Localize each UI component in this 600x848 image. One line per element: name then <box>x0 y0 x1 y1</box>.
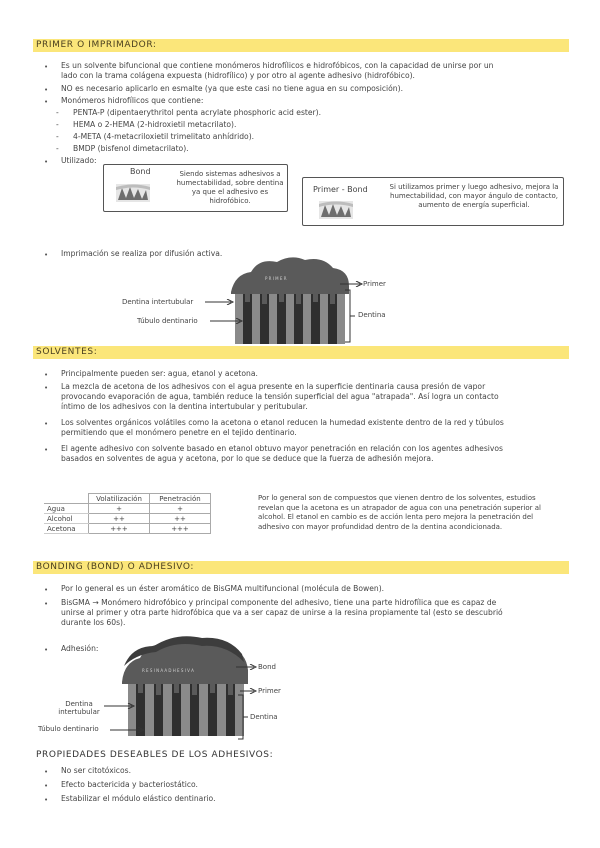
table-cell: Alcohol <box>44 514 89 524</box>
solventes-line-3: provocando evaporación de agua, también reduce la tensión superficial del agua "atrapada". Así logra un contacto <box>61 392 499 401</box>
bullet: • <box>44 371 49 379</box>
property-item-1: No ser citotóxicos. <box>61 766 131 775</box>
uses-label: Utilizado: <box>61 156 97 165</box>
bonding-line-4: durante los 60s). <box>61 618 126 627</box>
bond-dentin-diagram <box>116 632 256 736</box>
solventes-line-6: permitiendo que el monómero penetre en el tejido dentinario. <box>61 428 297 437</box>
diffusion-line: Imprimación se realiza por difusión activa. <box>61 249 223 258</box>
arrow-icon <box>236 664 258 670</box>
monomer-3: 4-META (4-metacriloxietil trimelitato anhídrido). <box>73 132 255 141</box>
diagram1-primer-label: Primer <box>363 280 386 288</box>
section-header-primer <box>33 39 569 52</box>
bullet: • <box>44 646 49 654</box>
primer-line-3: NO es necesario aplicarlo en esmalte (ya que este casi no tiene agua en su composición). <box>61 84 403 93</box>
bonding-line-5: Adhesión: <box>61 644 99 653</box>
table-cell: ++ <box>89 514 150 524</box>
monomer-2: HEMA o 2-HEMA (2-hidroxietil metacrilato). <box>73 120 237 129</box>
solventes-line-4: íntimo de los adhesivos con la dentina intertubular y peritubular. <box>61 402 308 411</box>
svg-text:P R I M E R: P R I M E R <box>265 276 287 281</box>
box-primer-bond-title: Primer - Bond <box>313 185 368 194</box>
bullet: • <box>44 251 49 259</box>
dash: - <box>56 144 59 153</box>
bullet: • <box>44 586 49 594</box>
box-primer-bond-text: Si utilizamos primer y luego adhesivo, mejora la humectabilidad, con mayor ángulo de contacto, aumento de energía superficial. <box>389 183 559 209</box>
bullet: • <box>44 600 49 608</box>
tooth-surface-icon <box>116 184 150 202</box>
bonding-line-3: unirse al primer y otra parte hidrofóbica que va a ser capaz de unirse a la resina propiamente tal (esto se descubrió <box>61 608 503 617</box>
table-cell: Acetona <box>44 524 89 534</box>
solventes-title: SOLVENTES: <box>36 347 98 357</box>
bullet: • <box>44 446 49 454</box>
section-header-solventes <box>33 346 569 359</box>
diagram1-dentina-label: Dentina <box>358 311 386 319</box>
solventes-line-2: La mezcla de acetona de los adhesivos con el agua presente en la superficie dentinaria causa presión de vapor <box>61 382 486 391</box>
primer-line-4: Monómeros hidrofílicos que contiene: <box>61 96 204 105</box>
table-cell: ++ <box>150 514 211 524</box>
primer-line-2: lado con la trama colágena expuesta (hidrofílico) y por otro al agente adhesivo (hidrofóbico). <box>61 71 415 80</box>
svg-text:R E S I N A A D H E S I V A: R E S I N A A D H E S I V A <box>142 668 194 673</box>
solvent-table <box>44 493 211 534</box>
bullet: • <box>44 384 49 392</box>
box-bond <box>103 164 288 212</box>
solventes-line-1: Principalmente pueden ser: agua, etanol y acetona. <box>61 369 258 378</box>
bullet: • <box>44 63 49 71</box>
dash: - <box>56 108 59 117</box>
table-cell: Agua <box>44 504 89 514</box>
arrow-icon <box>210 318 244 324</box>
table-row <box>44 524 211 534</box>
bonding-line-1: Por lo general es un éster aromático de BisGMA multifuncional (molécula de Bowen). <box>61 584 385 593</box>
bonding-line-2: BisGMA → Monómero hidrofóbico y principal componente del adhesivo, tiene una parte hidrofílica que es capaz de <box>61 598 497 607</box>
box-bond-text: Siendo sistemas adhesivos a humectabilidad, sobre dentina ya que el adhesivo es hidrofóbico. <box>176 170 284 205</box>
solventes-line-8: basados en solventes de agua y acetona, por lo que se deduce que la fuerza de adhesión mejora. <box>61 454 434 463</box>
bullet: • <box>44 796 49 804</box>
table-row <box>44 514 211 524</box>
dentina-bracket <box>237 694 249 740</box>
box-bond-title: Bond <box>130 167 151 176</box>
table-row <box>44 494 211 504</box>
section-header-bonding <box>33 561 569 574</box>
bullet: • <box>44 782 49 790</box>
solventes-line-5: Los solventes orgánicos volátiles como la acetona o etanol reducen la humedad existente dentro de la red y túbulos <box>61 418 504 427</box>
table-cell: + <box>89 504 150 514</box>
box-primer-bond <box>302 177 564 226</box>
dash: - <box>56 120 59 129</box>
table-cell: +++ <box>150 524 211 534</box>
solventes-line-7: El agente adhesivo con solvente basado en etanol obtuvo mayor penetración en relación con los agentes adhesivos <box>61 444 504 453</box>
monomer-1: PENTA-P (dipentaerythritol penta acrylate phosphoric acid ester). <box>73 108 322 117</box>
table-cell <box>44 494 89 504</box>
table-header: Volatilización <box>89 494 150 504</box>
table-row <box>44 504 211 514</box>
diagram2-intertubular-label: Dentina intertubular <box>58 700 100 716</box>
solvent-side-note: Por lo general son de compuestos que vienen dentro de los solventes, estudios revelan que la acetona es un atrapador de agua con una penetración superior al alcohol. El etanol en cambio es de acción lenta pero mejora la penetración del adhesivo con mayor profundidad dentro de la dentina acondicionada. <box>258 494 541 531</box>
bonding-title: BONDING (BOND) O ADHESIVO: <box>36 562 195 572</box>
arrow-icon <box>104 703 136 709</box>
table-cell: + <box>150 504 211 514</box>
bullet: • <box>44 86 49 94</box>
dentina-bracket <box>344 289 356 343</box>
diagram1-intertubular-label: Dentina intertubular <box>122 298 194 306</box>
property-item-2: Efecto bactericida y bacteriostático. <box>61 780 198 789</box>
bullet: • <box>44 98 49 106</box>
diagram1-tubule-label: Túbulo dentinario <box>137 317 198 325</box>
diagram2-primer-label: Primer <box>258 687 281 695</box>
bullet: • <box>44 420 49 428</box>
table-cell: +++ <box>89 524 150 534</box>
arrow-icon <box>205 299 235 305</box>
diagram2-bond-label: Bond <box>258 663 276 671</box>
arrow-icon <box>340 281 364 287</box>
primer-title: PRIMER O IMPRIMADOR: <box>36 40 157 50</box>
arrow-icon <box>110 727 146 733</box>
diagram2-tubule-label: Túbulo dentinario <box>38 725 99 733</box>
property-item-3: Estabilizar el módulo elástico dentinario. <box>61 794 216 803</box>
primer-line-1: Es un solvente bifuncional que contiene monómeros hidrofílicos e hidrofóbicos, con la capacidad de unirse por un <box>61 61 494 70</box>
dash: - <box>56 132 59 141</box>
monomer-4: BMDP (bisfenol dimetacrilato). <box>73 144 189 153</box>
bullet: • <box>44 768 49 776</box>
propiedades-title: PROPIEDADES DESEABLES DE LOS ADHESIVOS: <box>36 750 274 760</box>
table-header: Penetración <box>150 494 211 504</box>
diagram2-dentina-label: Dentina <box>250 713 278 721</box>
bullet: • <box>44 158 49 166</box>
primer-dentin-diagram <box>225 252 355 344</box>
tooth-surface-icon <box>319 201 353 219</box>
